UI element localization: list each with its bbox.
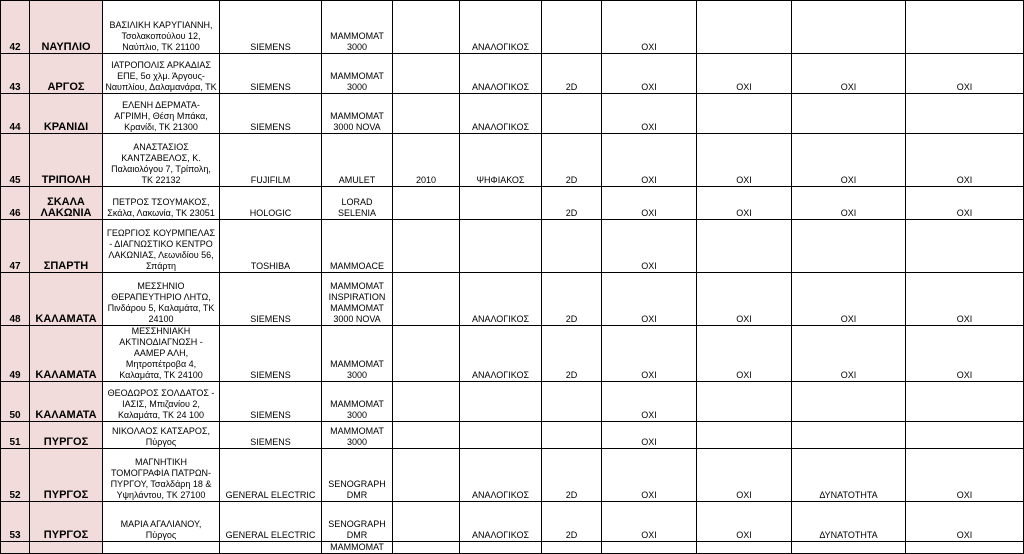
manufacturer-cell[interactable]: SIEMENS [220, 273, 322, 326]
type-cell[interactable]: ΨΗΦΙΑΚΟΣ [460, 134, 542, 187]
city-cell[interactable]: ΤΡΙΠΟΛΗ [30, 134, 103, 187]
option-cell-4[interactable] [906, 542, 1024, 554]
option-cell-1[interactable]: ΟΧΙ [602, 326, 697, 382]
dimension-cell[interactable]: 2D [542, 273, 602, 326]
year-cell[interactable] [393, 94, 460, 134]
address-cell[interactable]: ΙΑΤΡΟΠΟΛΙΣ ΑΡΚΑΔΙΑΣ ΕΠΕ, 5ο χλμ. Άργους-Ναυπλίου, Δαλαμανάρα, ΤΚ [103, 54, 220, 94]
option-cell-2[interactable]: ΟΧΙ [697, 502, 792, 542]
option-cell-4[interactable] [906, 1, 1024, 54]
option-cell-4[interactable] [906, 382, 1024, 422]
year-cell[interactable] [393, 449, 460, 502]
year-cell[interactable] [393, 382, 460, 422]
dimension-cell[interactable]: 2D [542, 54, 602, 94]
address-cell[interactable]: ΠΕΤΡΟΣ ΤΣΟΥΜΑΚΟΣ, Σκάλα, Λακωνία, ΤΚ 23051 [103, 187, 220, 220]
address-cell[interactable]: ΒΑΣΙΛΙΚΗ ΚΑΡΥΓΙΑΝΝΗ, Τσολακοπούλου 12, Ναύπλιο, ΤΚ 21100 [103, 1, 220, 54]
type-cell[interactable]: ΑΝΑΛΟΓΙΚΟΣ [460, 326, 542, 382]
row-number-cell[interactable]: 50 [1, 382, 30, 422]
option-cell-4[interactable]: ΟΧΙ [906, 502, 1024, 542]
row-number-cell[interactable]: 43 [1, 54, 30, 94]
option-cell-3[interactable]: ΟΧΙ [792, 273, 906, 326]
address-cell[interactable]: ΕΛΕΝΗ ΔΕΡΜΑΤΑ-ΑΓΡΙΜΗ, Θέση Μπάκα, Κρανίδι, ΤΚ 21300 [103, 94, 220, 134]
type-cell[interactable] [460, 220, 542, 273]
option-cell-2[interactable] [697, 220, 792, 273]
option-cell-2[interactable] [697, 542, 792, 554]
year-cell[interactable] [393, 422, 460, 449]
manufacturer-cell[interactable]: SIEMENS [220, 382, 322, 422]
table-row [1, 382, 1024, 422]
model-cell[interactable]: MAMMOMAT 3000 NOVA [322, 94, 393, 134]
row-number-cell[interactable]: 52 [1, 449, 30, 502]
table-row [1, 449, 1024, 502]
option-cell-3[interactable] [792, 1, 906, 54]
dimension-cell[interactable]: 2D [542, 326, 602, 382]
address-cell[interactable]: ΜΕΣΣΗΝΙΟ ΘΕΡΑΠΕΥΤΗΡΙΟ ΛΗΤΩ, Πινδάρου 5, Καλαμάτα, ΤΚ 24100 [103, 273, 220, 326]
model-cell[interactable]: MAMMOMAT 3000 [322, 54, 393, 94]
model-cell[interactable]: MAMMOMAT 3000 [322, 422, 393, 449]
dimension-cell[interactable]: 2D [542, 134, 602, 187]
manufacturer-cell[interactable]: SIEMENS [220, 94, 322, 134]
option-cell-1[interactable]: ΟΧΙ [602, 134, 697, 187]
option-cell-1[interactable]: ΟΧΙ [602, 220, 697, 273]
table-row [1, 542, 1024, 554]
option-cell-1[interactable]: ΟΧΙ [602, 273, 697, 326]
option-cell-4[interactable]: ΟΧΙ [906, 54, 1024, 94]
option-cell-1[interactable]: ΟΧΙ [602, 1, 697, 54]
model-cell[interactable]: AMULET [322, 134, 393, 187]
dimension-cell[interactable] [542, 1, 602, 54]
manufacturer-cell[interactable]: HOLOGIC [220, 187, 322, 220]
address-cell[interactable]: ΜΕΣΣΗΝΙΑΚΗ ΑΚΤΙΝΟΔΙΑΓΝΩΣΗ - ΑΑΜΕΡ ΑΛΗ, Μητροπέτροβα 4, Καλαμάτα, ΤΚ 24100 [103, 326, 220, 382]
city-cell[interactable]: ΠΥΡΓΟΣ [30, 449, 103, 502]
table-row [1, 1, 1024, 54]
manufacturer-cell[interactable]: GENERAL ELECTRIC [220, 449, 322, 502]
option-cell-2[interactable]: ΟΧΙ [697, 326, 792, 382]
option-cell-3[interactable] [792, 220, 906, 273]
address-cell[interactable]: ΝΙΚΟΛΑΟΣ ΚΑΤΣΑΡΟΣ, Πύργος [103, 422, 220, 449]
dimension-cell[interactable] [542, 542, 602, 554]
year-cell[interactable] [393, 54, 460, 94]
row-number-cell[interactable]: 51 [1, 422, 30, 449]
manufacturer-cell[interactable] [220, 542, 322, 554]
model-cell[interactable]: MAMMOACE [322, 220, 393, 273]
option-cell-1[interactable] [602, 542, 697, 554]
option-cell-3[interactable] [792, 422, 906, 449]
table-row [1, 502, 1024, 542]
option-cell-3[interactable]: ΟΧΙ [792, 134, 906, 187]
option-cell-2[interactable]: ΟΧΙ [697, 54, 792, 94]
model-cell[interactable]: LORAD SELENIA [322, 187, 393, 220]
year-cell[interactable] [393, 1, 460, 54]
row-number-cell[interactable]: 42 [1, 1, 30, 54]
option-cell-1[interactable]: ΟΧΙ [602, 382, 697, 422]
year-cell[interactable] [393, 187, 460, 220]
table-row [1, 187, 1024, 220]
city-cell[interactable]: ΚΑΛΑΜΑΤΑ [30, 382, 103, 422]
option-cell-2[interactable]: ΟΧΙ [697, 134, 792, 187]
address-cell[interactable]: ΜΑΓΝΗΤΙΚΗ ΤΟΜΟΓΡΑΦΙΑ ΠΑΤΡΩΝ-ΠΥΡΓΟΥ, Τσαλδάρη 18 & Υψηλάντου, ΤΚ 27100 [103, 449, 220, 502]
option-cell-4[interactable]: ΟΧΙ [906, 134, 1024, 187]
manufacturer-cell[interactable]: FUJIFILM [220, 134, 322, 187]
city-cell[interactable]: ΣΚΑΛΑ ΛΑΚΩΝΙΑ [30, 187, 103, 220]
table-row [1, 54, 1024, 94]
dimension-cell[interactable]: 2D [542, 502, 602, 542]
option-cell-1[interactable]: ΟΧΙ [602, 449, 697, 502]
option-cell-2[interactable] [697, 382, 792, 422]
address-cell[interactable]: ΑΝΑΣΤΑΣΙΟΣ ΚΑΝΤΖΑΒΕΛΟΣ, Κ. Παλαιολόγου 7, Τρίπολη, ΤΚ 22132 [103, 134, 220, 187]
table-row [1, 422, 1024, 449]
option-cell-3[interactable] [792, 382, 906, 422]
model-cell[interactable]: MAMMOMAT 3000 [322, 326, 393, 382]
year-cell[interactable] [393, 542, 460, 554]
type-cell[interactable] [460, 187, 542, 220]
type-cell[interactable]: ΑΝΑΛΟΓΙΚΟΣ [460, 1, 542, 54]
model-cell[interactable]: SENOGRAPH DMR [322, 502, 393, 542]
table-row [1, 134, 1024, 187]
year-cell[interactable] [393, 220, 460, 273]
manufacturer-cell[interactable]: TOSHIBA [220, 220, 322, 273]
city-cell[interactable]: ΚΡΑΝΙΔΙ [30, 94, 103, 134]
city-cell[interactable]: ΚΑΛΑΜΑΤΑ [30, 273, 103, 326]
table-row [1, 94, 1024, 134]
city-cell[interactable]: ΠΥΡΓΟΣ [30, 502, 103, 542]
year-cell[interactable] [393, 273, 460, 326]
year-cell[interactable]: 2010 [393, 134, 460, 187]
table-row [1, 326, 1024, 382]
city-cell[interactable] [30, 542, 103, 554]
address-cell[interactable] [103, 542, 220, 554]
city-cell[interactable]: ΠΥΡΓΟΣ [30, 422, 103, 449]
city-cell[interactable]: ΑΡΓΟΣ [30, 54, 103, 94]
option-cell-4[interactable] [906, 422, 1024, 449]
option-cell-1[interactable]: ΟΧΙ [602, 94, 697, 134]
row-number-cell[interactable]: 46 [1, 187, 30, 220]
type-cell[interactable]: ΑΝΑΛΟΓΙΚΟΣ [460, 54, 542, 94]
option-cell-3[interactable]: ΟΧΙ [792, 187, 906, 220]
table-row [1, 273, 1024, 326]
option-cell-2[interactable] [697, 1, 792, 54]
option-cell-2[interactable]: ΟΧΙ [697, 187, 792, 220]
address-cell[interactable]: ΜΑΡΙΑ ΑΓΑΛΙΑΝΟΥ, Πύργος [103, 502, 220, 542]
city-cell[interactable]: ΣΠΑΡΤΗ [30, 220, 103, 273]
year-cell[interactable] [393, 502, 460, 542]
option-cell-2[interactable] [697, 422, 792, 449]
city-cell[interactable]: ΝΑΥΠΛΙΟ [30, 1, 103, 54]
type-cell[interactable] [460, 542, 542, 554]
row-number-cell[interactable]: 44 [1, 94, 30, 134]
type-cell[interactable]: ΑΝΑΛΟΓΙΚΟΣ [460, 449, 542, 502]
type-cell[interactable]: ΑΝΑΛΟΓΙΚΟΣ [460, 273, 542, 326]
option-cell-3[interactable]: ΔΥΝΑΤΟΤΗΤΑ [792, 449, 906, 502]
dimension-cell[interactable]: 2D [542, 449, 602, 502]
model-cell[interactable]: MAMMOMAT 3000 [322, 1, 393, 54]
option-cell-3[interactable] [792, 94, 906, 134]
option-cell-3[interactable]: ΟΧΙ [792, 326, 906, 382]
model-cell[interactable]: MAMMOMAT INSPIRATION MAMMOMAT 3000 NOVA [322, 273, 393, 326]
dimension-cell[interactable] [542, 422, 602, 449]
row-number-cell[interactable]: 49 [1, 326, 30, 382]
dimension-cell[interactable] [542, 220, 602, 273]
option-cell-1[interactable]: ΟΧΙ [602, 422, 697, 449]
option-cell-3[interactable] [792, 542, 906, 554]
row-number-cell[interactable]: 45 [1, 134, 30, 187]
option-cell-2[interactable]: ΟΧΙ [697, 449, 792, 502]
address-cell[interactable]: ΘΕΟΔΩΡΟΣ ΣΟΛΔΑΤΟΣ - ΙΑΣΙΣ, Μπιζανίου 2, Καλαμάτα, ΤΚ 24 100 [103, 382, 220, 422]
manufacturer-cell[interactable]: GENERAL ELECTRIC [220, 502, 322, 542]
option-cell-4[interactable]: ΟΧΙ [906, 273, 1024, 326]
row-number-cell[interactable]: 47 [1, 220, 30, 273]
option-cell-4[interactable]: ΟΧΙ [906, 187, 1024, 220]
dimension-cell[interactable] [542, 94, 602, 134]
model-cell[interactable]: MAMMOMAT 3000 [322, 382, 393, 422]
row-number-cell[interactable]: 48 [1, 273, 30, 326]
row-number-cell[interactable]: 53 [1, 502, 30, 542]
option-cell-3[interactable]: ΟΧΙ [792, 54, 906, 94]
option-cell-4[interactable] [906, 94, 1024, 134]
type-cell[interactable] [460, 422, 542, 449]
table-row [1, 220, 1024, 273]
option-cell-4[interactable] [906, 220, 1024, 273]
option-cell-2[interactable]: ΟΧΙ [697, 273, 792, 326]
model-cell[interactable]: MAMMOMAT [322, 542, 393, 554]
type-cell[interactable] [460, 382, 542, 422]
type-cell[interactable]: ΑΝΑΛΟΓΙΚΟΣ [460, 94, 542, 134]
option-cell-3[interactable]: ΔΥΝΑΤΟΤΗΤΑ [792, 502, 906, 542]
year-cell[interactable] [393, 326, 460, 382]
option-cell-4[interactable]: ΟΧΙ [906, 449, 1024, 502]
option-cell-1[interactable]: ΟΧΙ [602, 54, 697, 94]
manufacturer-cell[interactable]: SIEMENS [220, 1, 322, 54]
option-cell-1[interactable]: ΟΧΙ [602, 187, 697, 220]
type-cell[interactable]: ΑΝΑΛΟΓΙΚΟΣ [460, 502, 542, 542]
manufacturer-cell[interactable]: SIEMENS [220, 54, 322, 94]
row-number-cell[interactable] [1, 542, 30, 554]
model-cell[interactable]: SENOGRAPH DMR [322, 449, 393, 502]
city-cell[interactable]: ΚΑΛΑΜΑΤΑ [30, 326, 103, 382]
dimension-cell[interactable]: 2D [542, 187, 602, 220]
option-cell-4[interactable]: ΟΧΙ [906, 326, 1024, 382]
dimension-cell[interactable] [542, 382, 602, 422]
option-cell-1[interactable]: ΟΧΙ [602, 502, 697, 542]
option-cell-2[interactable] [697, 94, 792, 134]
manufacturer-cell[interactable]: SIEMENS [220, 326, 322, 382]
manufacturer-cell[interactable]: SIEMENS [220, 422, 322, 449]
address-cell[interactable]: ΓΕΩΡΓΙΟΣ ΚΟΥΡΜΠΕΛΑΣ - ΔΙΑΓΝΩΣΤΙΚΟ ΚΕΝΤΡΟ ΛΑΚΩΝΙΑΣ, Λεωνιδίου 56, Σπάρτη [103, 220, 220, 273]
